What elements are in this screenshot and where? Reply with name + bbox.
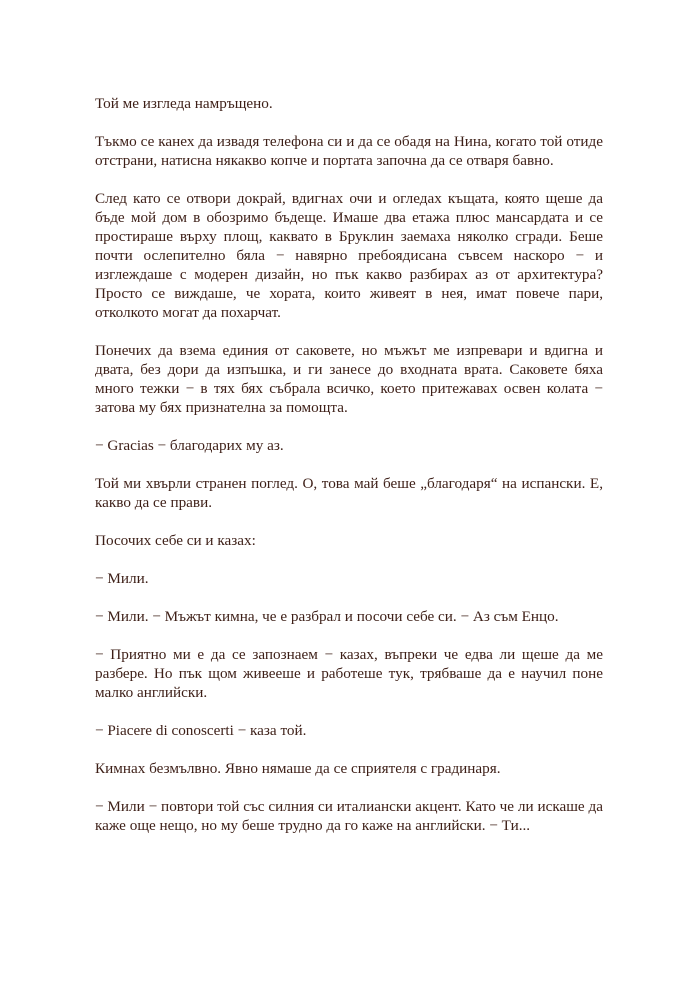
paragraph-12: Кимнах безмълвно. Явно нямаше да се сприятеля с градинаря. [95,760,501,777]
paragraph-4: Понечих да взема единия от саковете, но мъжът ме изпревари и вдигна и двата, без дори да изпъшка, и ги занесе до входната врата. Саковете бяха много тежки − в тях бях събрала всичко, което притежавах освен колата − затова му бях признателна за помощта. [95,342,603,416]
paragraph-13: − Мили − повтори той със силния си италиански акцент. Като че ли искаше да каже още нещо, но му беше трудно да го каже на английски. − Ти... [95,798,603,834]
paragraph-5: − Gracias − благодарих му аз. [95,437,284,454]
paragraph-8: − Мили. [95,570,149,587]
paragraph-9: − Мили. − Мъжът кимна, че е разбрал и посочи себе си. − Аз съм Енцо. [95,608,559,625]
paragraph-6: Той ми хвърли странен поглед. О, това май беше „благодаря“ на испански. Е, какво да се прави. [95,475,603,511]
paragraph-2: Тъкмо се канех да извадя телефона си и да се обадя на Нина, когато той отиде отстрани, натисна някакво копче и портата започна да се отваря бавно. [95,133,603,169]
paragraph-1: Той ме изгледа намръщено. [95,95,273,112]
paragraph-11: − Piacere di conoscerti − каза той. [95,722,307,739]
document-page [95,94,603,835]
paragraph-3: След като се отвори докрай, вдигнах очи и огледах къщата, която щеше да бъде мой дом в обозримо бъдеще. Имаше два етажа плюс мансардата и се простираше върху площ, каквато в Бруклин заемаха няколко сгради. Беше почти ослепително бяла − навярно пребоядисана съвсем наскоро − и изглеждаше с модерен дизайн, но пък какво разбирах аз от архитектура? Просто се виждаше, че хората, които живеят в нея, имат повече пари, отколкото могат да похарчат. [95,190,603,321]
paragraph-10: − Приятно ми е да се запознаем − казах, въпреки че едва ли щеше да ме разбере. Но пък щом живееше и работеше тук, трябваше да е научил поне малко английски. [95,646,603,701]
paragraph-7: Посочих себе си и казах: [95,532,256,549]
